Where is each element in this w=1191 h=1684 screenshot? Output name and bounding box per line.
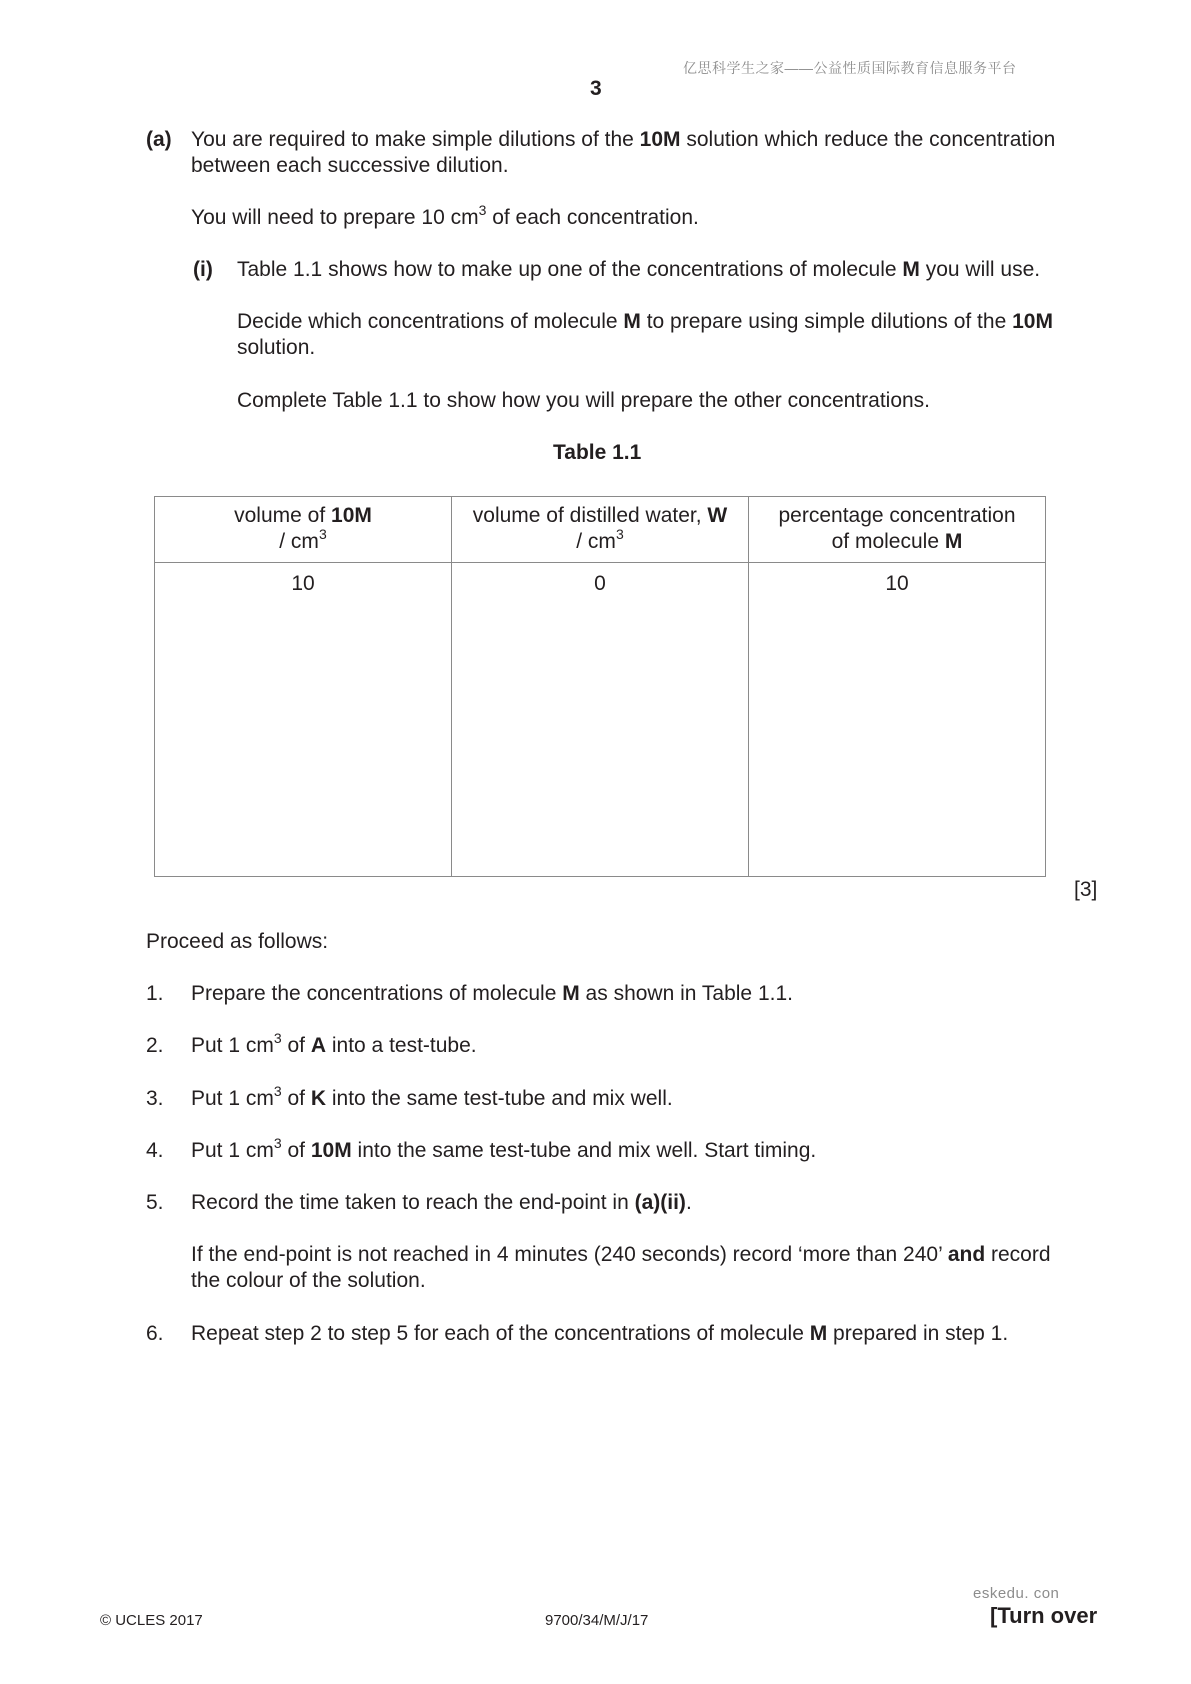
- marks-label: [3]: [1074, 878, 1098, 901]
- part-i-line1: Table 1.1 shows how to make up one of the concentrations of molecule M you will use.: [237, 258, 1041, 281]
- step-3-text: Put 1 $cm^3$ of K into the same test-tube and mix well.: [191, 1083, 673, 1110]
- step-5-note-line2: the colour of the solution.: [191, 1269, 426, 1292]
- question-a-label: (a): [146, 128, 172, 151]
- step-5-text: Record the time taken to reach the end-point in (a)(ii).: [191, 1191, 692, 1214]
- header-watermark: 亿思科学生之家——公益性质国际教育信息服务平台: [683, 60, 1017, 76]
- step-number: 3.: [146, 1087, 164, 1110]
- header-volume-10m: volume of 10M / $cm^3$: [155, 497, 452, 563]
- question-a-line2: between each successive dilution.: [191, 154, 509, 177]
- table-row: [155, 563, 1046, 877]
- table-1-1: [154, 496, 1046, 877]
- part-i-label: (i): [193, 258, 213, 281]
- decide-line2: solution.: [237, 336, 316, 359]
- turn-over: [Turn over: [990, 1603, 1098, 1628]
- prepare-instruction: You will need to prepare 10 $cm^3$ of each concentration.: [191, 202, 699, 229]
- header-volume-water: volume of distilled water, W / $cm^3$: [452, 497, 749, 563]
- step-number: 5.: [146, 1191, 164, 1214]
- complete-instruction: Complete Table 1.1 to show how you will prepare the other concentrations.: [237, 389, 931, 412]
- page-number: 3: [590, 77, 602, 100]
- step-1-text: Prepare the concentrations of molecule M as shown in Table 1.1.: [191, 982, 793, 1005]
- table-caption: Table 1.1: [553, 441, 642, 464]
- table-cell-volume-water[interactable]: 0: [452, 563, 749, 877]
- step-2-text: Put 1 $cm^3$ of A into a test-tube.: [191, 1030, 477, 1057]
- step-number: 1.: [146, 982, 164, 1005]
- step-6-text: Repeat step 2 to step 5 for each of the concentrations of molecule M prepared in step 1.: [191, 1322, 1009, 1345]
- paper-code: 9700/34/M/J/17: [545, 1612, 649, 1629]
- copyright: © UCLES 2017: [100, 1612, 203, 1629]
- step-number: 6.: [146, 1322, 164, 1345]
- question-a-line1: You are required to make simple dilutions of the 10M solution which reduce the concentration: [191, 128, 1056, 151]
- decide-line1: Decide which concentrations of molecule M to prepare using simple dilutions of the 10M: [237, 310, 1053, 333]
- table-cell-volume-10m[interactable]: 10: [155, 563, 452, 877]
- step-number: 4.: [146, 1139, 164, 1162]
- footer-watermark: eskedu. con: [973, 1585, 1060, 1602]
- table-cell-percentage[interactable]: 10: [749, 563, 1046, 877]
- table-header-row: [155, 497, 1046, 563]
- step-4-text: Put 1 $cm^3$ of 10M into the same test-tube and mix well. Start timing.: [191, 1135, 817, 1162]
- procedure-intro: Proceed as follows:: [146, 930, 329, 953]
- step-number: 2.: [146, 1034, 164, 1057]
- header-percentage: percentage concentration of molecule M: [749, 497, 1046, 563]
- step-5-note-line1: If the end-point is not reached in 4 minutes (240 seconds) record ‘more than 240’ and record: [191, 1243, 1051, 1266]
